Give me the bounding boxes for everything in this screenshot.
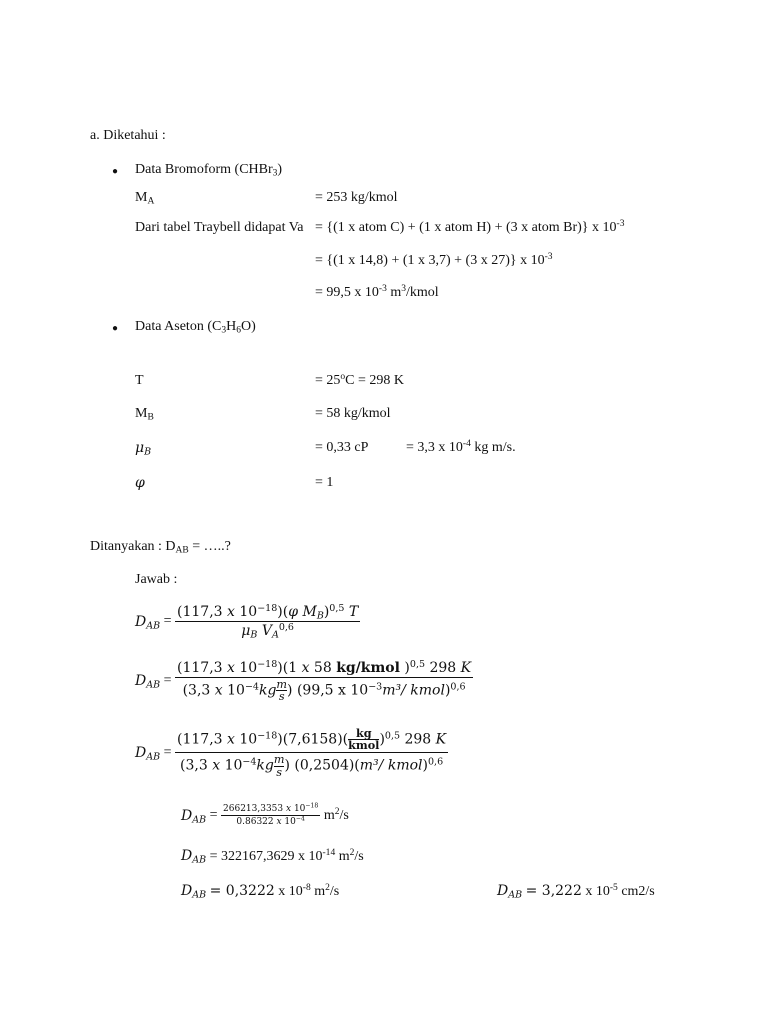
ma-value: = 253 kg/kmol [315,190,398,205]
va-line1: = {(1 x atom C) + (1 x atom H) + (3 x atom Br)} x $10^{-3}$ [315,218,625,235]
bromoform-title: Data Bromoform (CHBr$_3$) [135,162,283,179]
mb-value: = 58 kg/kmol [315,406,391,421]
phi-label: φ [135,475,145,491]
va-label: Dari tabel Traybell didapat Va [135,220,304,235]
mu-value: = 0,33 cP [315,440,369,455]
answer-label: Jawab : [135,572,178,587]
phi-value: = 1 [315,475,334,490]
mu-value-si: = 3,3 x $10^{-4}$ kg m/s. [406,438,516,455]
aseton-title: Data Aseton $(C_3H_6O)$ [135,319,256,336]
equation-7: $D_{AB} = 3,222$ x $10^{-5}$ cm2/s [497,882,655,901]
equation-5: $D_{AB} = 322167,3629$ x $10^{-14}$ $m^2/s$ [181,847,364,866]
va-line2: = {(1 x 14,8) + (1 x 3,7) + (3 x 27)} x $10^{-3}$ [315,251,553,268]
bullet-icon: ● [112,323,119,334]
equation-6: $D_{AB} = 0,3222$ x $10^{-8}$ $m^2/s$ [181,882,340,901]
equation-1: $D_{AB}$ = $\frac{(117,3 x 10^{-18})(\varphi M_B)^{0,5} T}{\mu_B V_A^{0,6}}$ [135,602,359,641]
ma-label: $M_A$ [135,190,155,207]
mb-label: $M_B$ [135,406,154,423]
t-label: T [135,373,144,388]
mu-label: $\mu_B$ [135,440,152,458]
section-label: a. Diketahui : [90,128,166,143]
equation-3: $D_{AB}$ = (117,3 x $10^{-18})(7,6158)$( kg kmol )$^{0,5}$ 298 K (3,3 x $10^{-4}kg$ $\frac{m}{s}$ ) (0,2504)(m³/ kmol)$^{0,6}$ [135,726,447,779]
equation-4: $D_{AB}$ = $\frac{266213,3353 x 10^{-18}}{0.86322 x 10^{-4}}$ $m^2/s$ [181,802,349,827]
bullet-icon: ● [112,166,119,177]
question: Ditanyakan : $D_{AB}$ = …..? [90,539,231,556]
t-value: = $25^oC = 298$ K [315,371,405,388]
equation-2: $D_{AB}$ = (117,3 x $10^{-18})(1$ x 58 kg/kmol )$^{0,5}$ 298 K (3,3 x $10^{-4}kg$ $\frac{m}{s}$ ) (99,5 x $10^{-3}m^3/$ kmol)$^{0,6}$ [135,658,472,704]
va-line3: = 99,5 x $10^{-3}$ $m^3$/kmol [315,283,439,300]
